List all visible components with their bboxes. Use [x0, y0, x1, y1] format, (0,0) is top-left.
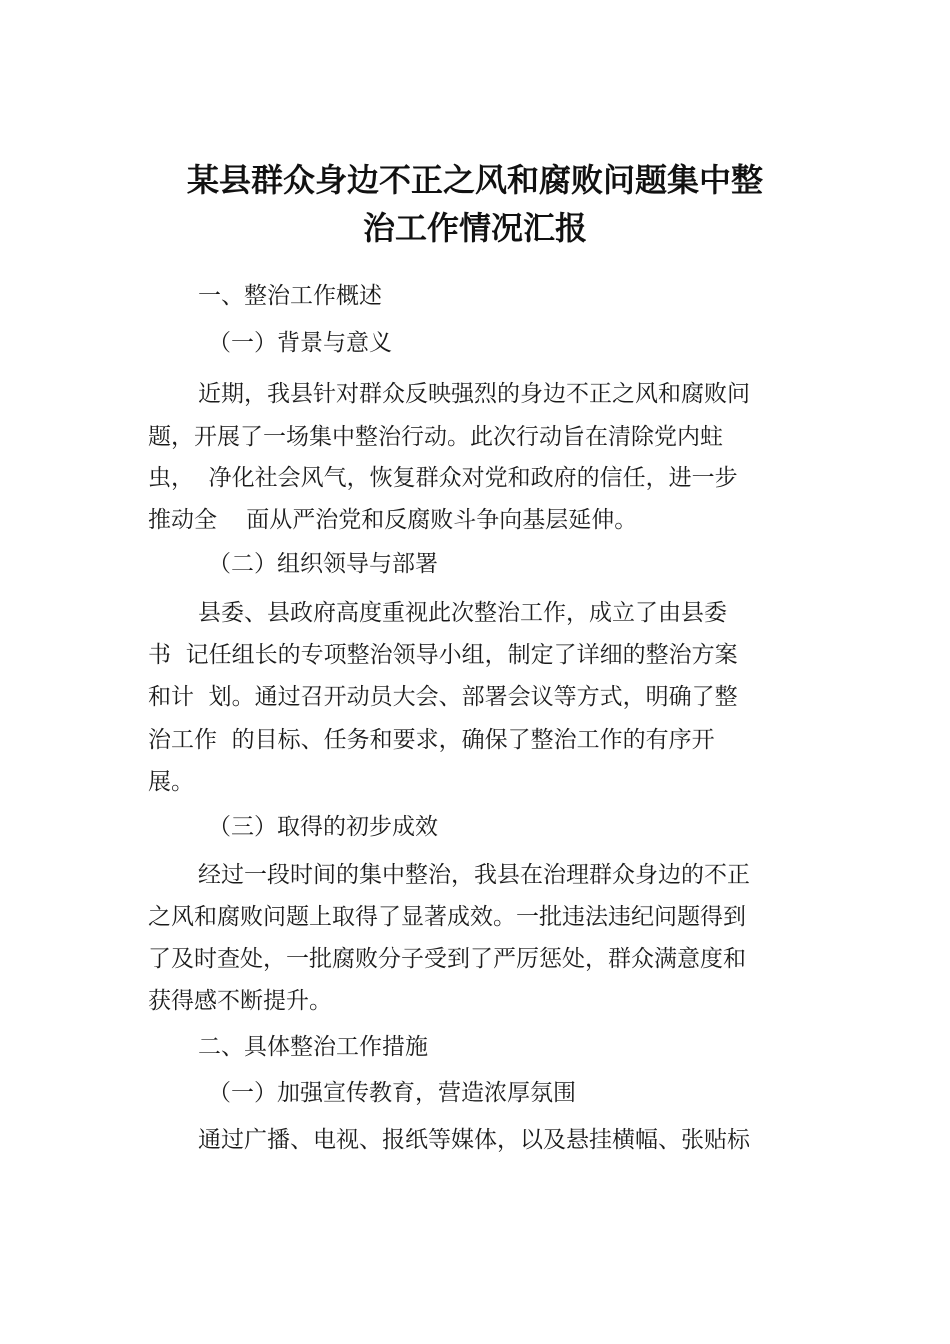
document-title-line-1: 某县群众身边不正之风和腐败问题集中整: [186, 161, 763, 199]
paragraph-line: 展。: [148, 769, 194, 795]
paragraph-line: 治工作 的目标、任务和要求，确保了整治工作的有序开: [148, 727, 715, 753]
section-2-sub-heading-1: （一）加强宣传教育，营造浓厚氛围: [208, 1080, 576, 1106]
section-1-sub-heading-1: （一）背景与意义: [208, 330, 392, 356]
paragraph-line: 经过一段时间的集中整治，我县在治理群众身边的不正: [198, 862, 750, 888]
document-title-line-2: 治工作情况汇报: [362, 209, 587, 247]
paragraph-line: 虫， 净化社会风气，恢复群众对党和政府的信任，进一步: [148, 465, 738, 491]
paragraph-line: 县委、县政府高度重视此次整治工作，成立了由县委: [198, 600, 727, 626]
paragraph-line: 和计 划。通过召开动员大会、部署会议等方式，明确了整: [148, 684, 738, 710]
paragraph-line: 题，开展了一场集中整治行动。此次行动旨在清除党内蛀: [148, 424, 723, 450]
paragraph-line: 之风和腐败问题上取得了显著成效。一批违法违纪问题得到: [148, 904, 746, 930]
paragraph-line: 推动全 面从严治党和反腐败斗争向基层延伸。: [148, 507, 638, 533]
paragraph-line: 了及时查处，一批腐败分子受到了严厉惩处，群众满意度和: [148, 946, 746, 972]
paragraph-line: 获得感不断提升。: [148, 988, 332, 1014]
section-1-sub-heading-2: （二）组织领导与部署: [208, 551, 438, 577]
section-1-sub-heading-3: （三）取得的初步成效: [208, 814, 438, 840]
paragraph-line: 书 记任组长的专项整治领导小组，制定了详细的整治方案: [148, 642, 738, 668]
paragraph-line: 通过广播、电视、报纸等媒体，以及悬挂横幅、张贴标: [198, 1127, 750, 1153]
section-2-heading: 二、具体整治工作措施: [198, 1034, 428, 1060]
section-1-heading: 一、整治工作概述: [198, 283, 382, 309]
paragraph-line: 近期，我县针对群众反映强烈的身边不正之风和腐败问: [198, 381, 750, 407]
